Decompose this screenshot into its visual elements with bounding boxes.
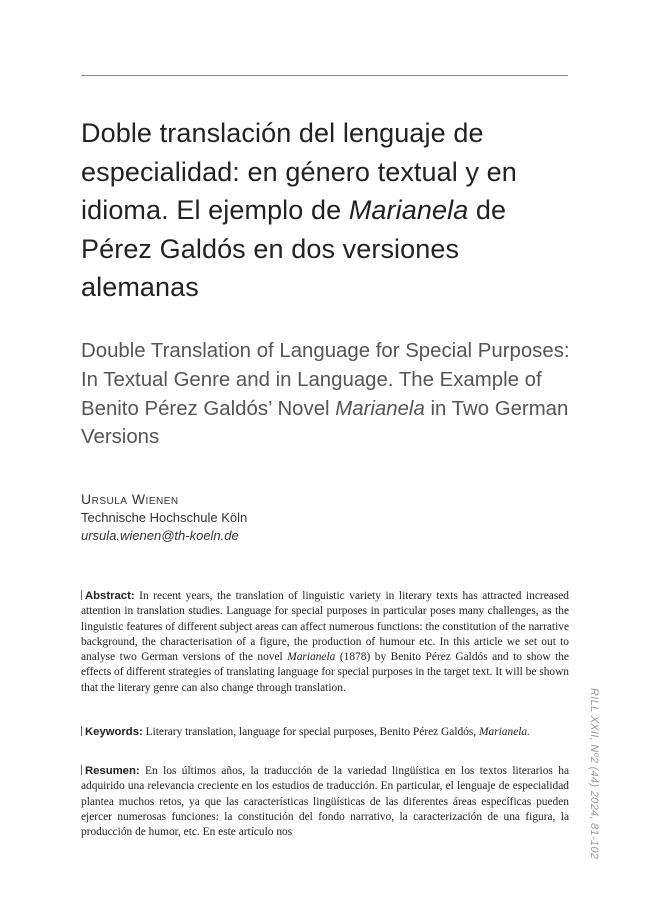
resumen-text: En los últimos años, la traducción de la variedad lingüística en los textos literarios ha adquirido una relevancia creciente en los estudios de traducción. En particular, el lenguaje de especialidad plantea muchos retos, ya que las características lingüísticas de las diferentes áreas específicas pueden ejercer numerosas funciones: la constitución del fondo narrativo, la caracterización de una figura, la producción de humor, etc. En este artículo nos	[81, 765, 569, 839]
title-es-part1: Doble translación del lenguaje de especialidad: en género textual y en idioma. El ejemplo de	[81, 118, 517, 226]
section-marker	[81, 765, 82, 775]
keywords-paragraph	[81, 725, 569, 740]
keywords-text: Literary translation, language for special purposes, Benito Pérez Galdós,	[142, 726, 480, 738]
author-block	[81, 490, 247, 545]
abstract-text1: In recent years, the translation of linguistic variety in literary texts has attracted increased attention in translation studies. Language for special purposes in particular poses many challenges, as the linguistic features of different subject areas can affect numerous functions: the constitution of the narrative background, the characterisation of a figure, the production of humour etc. In this article we set out to analyse two German versions of the novel	[81, 590, 569, 664]
keywords-italic: Marianela.	[479, 726, 530, 738]
journal-side-note: RILL XXII, Nº2 (44) 2024, 81-102	[588, 688, 600, 860]
resumen-paragraph	[81, 764, 569, 846]
abstract-label: Abstract:	[85, 590, 135, 602]
section-marker	[81, 590, 82, 600]
abstract-text2: (1878) by Benito Pérez Galdós and to show the effects of different strategies of translating language for special purposes in the target text. It will be shown that the literary genre can also change through translation.	[81, 651, 569, 694]
top-rule	[81, 75, 568, 76]
article-title-spanish	[81, 114, 581, 307]
abstract-italic: Marianela	[287, 651, 336, 664]
author-name: Ursula Wienen	[81, 491, 179, 507]
title-es-italic: Marianela	[348, 195, 469, 226]
article-title-english	[81, 337, 581, 452]
title-en-part2: in Two German Versions	[81, 397, 569, 449]
title-en-italic: Marianela	[335, 397, 425, 420]
keywords-label: Keywords:	[85, 726, 143, 738]
author-email[interactable]: ursula.wienen@th-koeln.de	[81, 528, 239, 543]
abstract-paragraph	[81, 589, 569, 696]
section-marker	[81, 726, 82, 736]
author-affiliation: Technische Hochschule Köln	[81, 510, 248, 525]
title-en-part1: Double Translation of Language for Special Purposes: In Textual Genre and in Language. The Example of Benito Pérez Galdós’ Novel	[81, 340, 570, 420]
resumen-label: Resumen:	[85, 765, 140, 777]
title-es-part2: de Pérez Galdós en dos versiones alemanas	[81, 195, 507, 303]
